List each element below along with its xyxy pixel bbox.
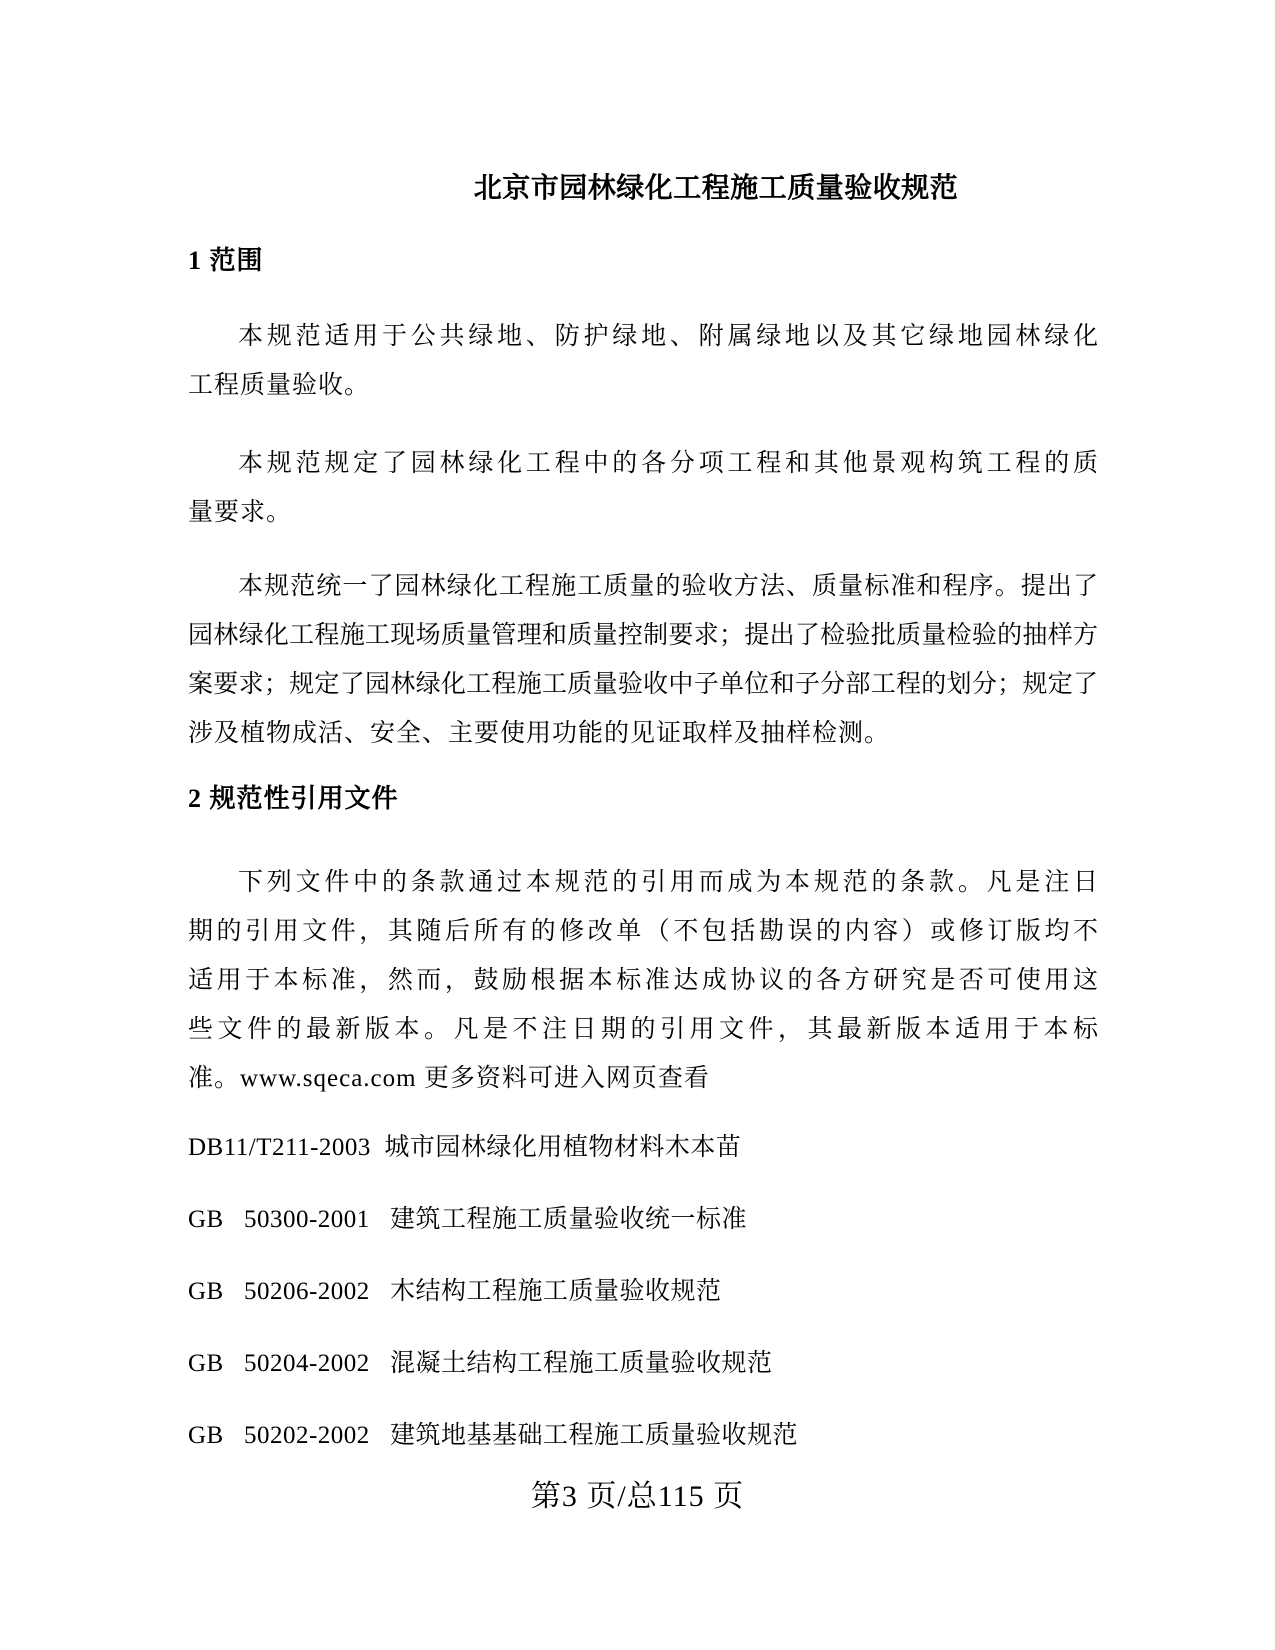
reference-item-db11-t211-2003: DB11/T211-2003 城市园林绿化用植物材料木本苗 [188,1134,742,1161]
reference-item-gb-50204-2002: GB 50204-2002 混凝土结构工程施工质量验收规范 [188,1350,773,1377]
paragraph-line-with-url: 准。www.sqeca.com 更多资料可进入网页查看 [188,1065,710,1092]
paragraph-line: 本规范规定了园林绿化工程中的各分项工程和其他景观构筑工程的质 [238,450,1098,477]
paragraph-normative-references [188,858,1098,1103]
paragraph-line: 涉及植物成活、安全、主要使用功能的见证取样及抽样检测。 [188,720,891,747]
paragraph-line: 案要求；规定了园林绿化工程施工质量验收中子单位和子分部工程的划分；规定了 [188,671,1098,698]
paragraph-scope-2 [188,439,1098,537]
document-content [188,0,1098,1483]
document-title: 北京市园林绿化工程施工质量验收规范 [473,173,959,204]
paragraph-line: 期的引用文件，其随后所有的修改单（不包括勘误的内容）或修订版均不 [188,918,1098,945]
section-2-heading: 2 规范性引用文件 [188,784,399,813]
paragraph-line: 适用于本标准，然而，鼓励根据本标准达成协议的各方研究是否可使用这 [188,967,1098,994]
paragraph-line: 本规范统一了园林绿化工程施工质量的验收方法、质量标准和程序。提出了 [238,573,1098,600]
paragraph-line: 量要求。 [188,499,293,526]
paragraph-line: 工程质量验收。 [188,372,371,399]
reference-list [188,1123,1098,1460]
paragraph-line: 本规范适用于公共绿地、防护绿地、附属绿地以及其它绿地园林绿化 [238,323,1098,350]
reference-item-gb-50206-2002: GB 50206-2002 木结构工程施工质量验收规范 [188,1278,722,1305]
page-number-footer: 第3 页/总115 页 [530,1480,745,1513]
paragraph-line: 园林绿化工程施工现场质量管理和质量控制要求；提出了检验批质量检验的抽样方 [188,622,1098,649]
reference-item-gb-50300-2001: GB 50300-2001 建筑工程施工质量验收统一标准 [188,1206,748,1233]
section-1-heading: 1 范围 [188,246,264,275]
reference-item-gb-50202-2002: GB 50202-2002 建筑地基基础工程施工质量验收规范 [188,1422,799,1449]
paragraph-line: 些文件的最新版本。凡是不注日期的引用文件，其最新版本适用于本标 [188,1016,1098,1043]
paragraph-scope-3 [188,562,1098,758]
paragraph-scope-1 [188,312,1098,410]
paragraph-line: 下列文件中的条款通过本规范的引用而成为本规范的条款。凡是注日 [238,869,1098,896]
